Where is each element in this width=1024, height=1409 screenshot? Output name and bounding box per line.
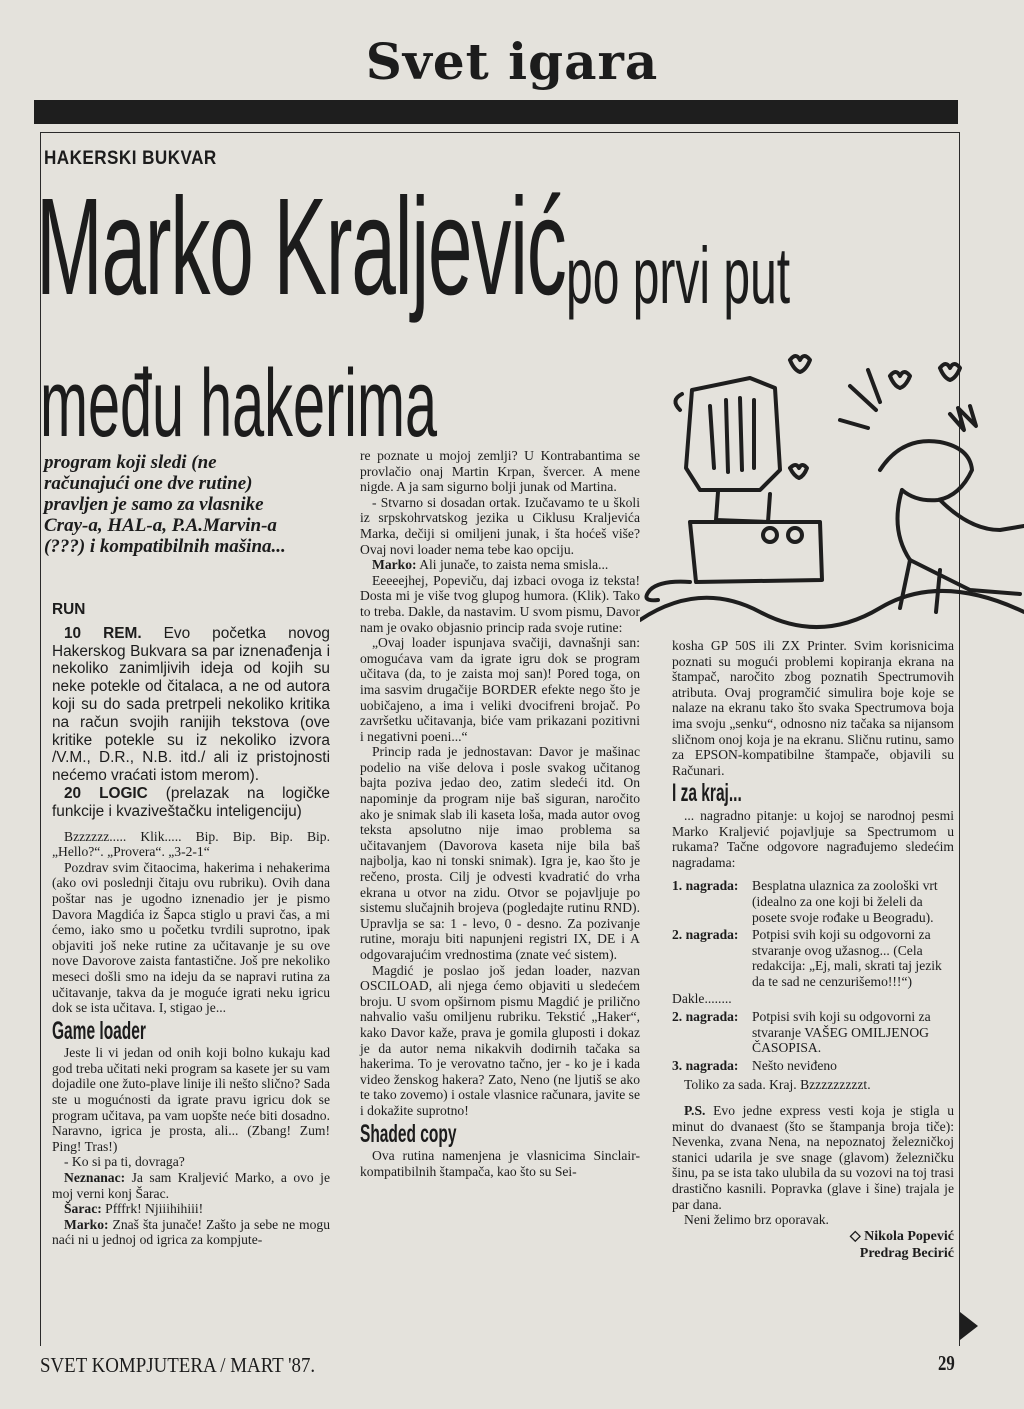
author-signature-1: ◇ Nikola Popević: [849, 1228, 954, 1244]
dialogue-line: - Ko si pa ti, dovraga?: [64, 1154, 185, 1170]
footer-magazine: SVET KOMPJUTERA / MART '87.: [40, 1353, 316, 1377]
logic-paragraph: (prelazak na logičke funkcije i kvaziveštačku inteligenciju): [52, 784, 330, 820]
prize-label: 1. nagrada:: [672, 878, 739, 894]
column2-paragraph: - Stvarno si dosadan ortak. Izučavamo te u školi iz srpskohrvatskog jezika u Ciklusu Kraljevića Marka, dečiji si omiljeni junak, i šta hoćeš više? Ovaj novi loader nema tebe kao opciju.: [360, 494, 640, 557]
section-label: HAKERSKI BUKVAR: [44, 148, 217, 169]
prize-label: 3. nagrada:: [672, 1057, 739, 1073]
game-loader-paragraph: Jeste li vi jedan od onih koji bolno kukaju kad god treba učitati neki program sa kasete jer su vam dojadile one žuto-plave linije ili nešto slično? Sada ste u mogućnosti da igrate pravu igricu dok se program učitava, pa vam uopšte neće biti dosadno. Naravno, igrica je prosta, ali... (Zbang! Zum! Ping! Tras!): [52, 1045, 330, 1154]
intro-paragraph: Evo početka novog Hakerskog Bukvara sa par iznenađenja i nekoliko zanimljivih ideja od kojih su neke potekle od čitalaca, a ne od autora koji su do sada pretrpeli nekoliko kritika na račun svojih ranijih tekstova (ove kritike potekle su iz nekoliko izvora /V.M., D.R., N.B. itd./ ali iz pristojnosti nećemo vraćati istom merom).: [52, 624, 330, 785]
dialogue-line: Pfffrk! Njiiihihiii!: [105, 1201, 204, 1217]
headline-line2: među hakerima: [40, 350, 437, 457]
ps-paragraph: Evo jedne express vesti koja je stigla u minut do dvanaest (što se štampanja broja tiče): Nevenka, zvana Nena, na nepoznatoj železničkoj stanici udarila je sve snage (glavom) železničku šinu, pa se ista tako ulubila da su vozovi na toj trasi drastično kasnili. Popravka (glave i šine) trajala je par dana.: [672, 1103, 954, 1212]
prize-label: 2. nagrada:: [672, 1009, 739, 1025]
dialogue-line: Ja sam Kraljević Marko, a ovo je moj verni konj Šarac.: [52, 1170, 330, 1201]
speaker-label: Šarac:: [64, 1201, 102, 1217]
column2-paragraph: Ova rutina namenjena je vlasnicima Sinclair-kompatibilnih štampača, kao što su Sei-: [360, 1148, 640, 1179]
heading-shaded-copy: Shaded copy: [360, 1119, 457, 1148]
quote-paragraph: „Ovaj loader ispunjava svačiji, davnašnji san: omogućava vam da igrate igru dok se program učitava (da, to je zaista moj san)! Pored toga, on ima sasvim drugačije BORDER efekte nego što je uobičajeno, a ima i veliki dvocifreni brojač. Po završetku učitavanja, biće vam prikazani pozitivni i negativni poeni...“: [360, 635, 640, 744]
rem-label: 10 REM.: [64, 624, 142, 642]
speaker-label: Marko:: [372, 557, 417, 573]
dialogue-line: Znaš šta junače! Zašto ja sebe ne mogu naći ni u jednoj od igrica za kompjute-: [52, 1216, 330, 1248]
continue-arrow-icon: [960, 1312, 978, 1340]
column3-paragraph: Neni želimo brz oporavak.: [684, 1212, 829, 1228]
dialogue-line: Ali junače, to zaista nema smisla...: [419, 557, 609, 573]
headline-line1-small: po prvi put: [566, 231, 791, 320]
run-label: RUN: [52, 601, 86, 618]
column2-paragraph: re poznate u mojoj zemlji? U Kontrabantima se provlačio onaj Martin Krpan, švercer. A mene nigde. A ja sam sigurno bolji junak od Martina.: [360, 448, 640, 495]
column2-paragraph: Eeeeejhej, Popeviču, daj izbaci ovoga iz teksta! Dosta mi je više tvog glupog humora. (Klik). Tako to treba. Dakle, da nastavim. U svom pismu, Davor nam je ovako objasnio princip rada svoje rutine:: [360, 572, 640, 635]
prize-text: Potpisi svih koji su odgovorni za stvaranje VAŠEG OMILJENOG ČASOPISA.: [752, 1009, 931, 1056]
prize-label: 2. nagrada:: [672, 927, 739, 943]
prize-text: Potpisi svih koji su odgovorni za stvaranje ovog užasnog... (Cela redakcija: „Ej, mali, skrati taj jezik da te sad ne cenzurišemo!!!“): [752, 927, 942, 989]
speaker-label: Neznanac:: [64, 1170, 126, 1186]
speaker-label: Marko:: [64, 1216, 109, 1232]
column-1: [52, 601, 330, 1248]
title-bar: [34, 100, 958, 124]
headline-line1: Marko Kraljević: [36, 170, 566, 324]
lead-paragraph: program koji sledi (ne računajući one dve rutine) pravljen je samo za vlasnike Cray-a, HAL-a, P.A.Marvin-a (???) i kompatibilnih mašina...: [44, 452, 286, 557]
author-signature-2: Predrag Becirić: [859, 1245, 954, 1261]
column-2: [360, 448, 640, 1179]
ps-label: P.S.: [684, 1103, 706, 1119]
prize-text: Besplatna ulaznica za zoološki vrt (idealno za one koji bi želeli da posete svoje rođake u Beogradu).: [752, 878, 938, 925]
logic-label: 20 LOGIC: [64, 784, 148, 802]
column3-paragraph: kosha GP 50S ili ZX Printer. Svim korisnicima poznati su mogući problemi kopiranja ekrana na štampač, naročito zbog poznatih Spectrumovih atributa. Ovaj programčić simulira boje koje se nalaze na ekranu tako što svaka Spectrumova boja ima svoju „senku“, odnosno niz tačaka sa nijansom sličnom onoj koja je na ekranu. Sličnu rutinu, samo za EPSON-kompatibilne štampače, objavili su Računari.: [672, 638, 954, 778]
page-number: 29: [938, 1351, 955, 1375]
greeting-paragraph: Pozdrav svim čitaocima, hakerima i nehakerima (ako ovi poslednji čitaju ovu rubriku). Ovih dana poštar nas je ugodno iznenadio jer je pismo Davora Magdića iz Šapca stiglo u pravi čas, a mi ćemo, iako smo u početku tvrdili suprotno, ipak objaviti još neke rutine za učitavanje je su ove nove Davorove zaista fantastične. Još pre nekoliko meseci došli smo na ideju da se napravi rutina za učitavanje, takva da je moguće igrati neku igricu dok se ista učitava. I, stigao je...: [52, 859, 330, 1016]
heading-i-za-kraj: I za kraj...: [672, 779, 742, 808]
prize-text: Nešto neviđeno: [752, 1057, 837, 1073]
cartoon-illustration: [640, 350, 1024, 650]
column2-paragraph: Princip rada je jednostavan: Davor je mašinac podelio na više delova i posle svakog učitanog bajta poziva jedao deo, zatim sledeći itd. On napominje da program nije baš siguran, naročito ako je snimak slab ili kaseta loša, mada autor ovog teksta apsolutno nije imao problema sa učitavanjem (Davorova kaseta nije bila baš najbolja, kao ni tonski snimak). Igra je, kao što je rečeno, prosta. Cilj je odvesti kvadratić do vrha ekrana u otvor na zidu. Otvor se pojavljuje po sistemu slučajnih brojeva (pogledajte rutinu RND). Upravlja se sa: 1 - levo, 0 - desno. Za pozivanje rutine, moraju biti napunjeni registri IX, DE i A odgovarajućim vrednostima (znate već sistem).: [360, 744, 640, 962]
heading-game-loader: Game loader: [52, 1016, 146, 1045]
page-title: Svet igara: [365, 32, 659, 91]
sound-paragraph: Bzzzzzz..... Klik..... Bip. Bip. Bip. Bip. „Hello?“. „Provera“. „3-2-1“: [52, 828, 330, 860]
column2-paragraph: Magdić je poslao još jedan loader, nazvan OSCILOAD, ali njega ćemo objaviti u sledećem broju. U svom opširnom pismu Magdić je prilično nahvalio vašu omiljenu rubriku. Tekstić „Haker“, kako Davor kaže, prava je gomila gluposti i dokaz je da autor nema nikakvih dodirnih tačaka sa hakerima. To je verovatno tačno, jer - ko je i kada video ženskog hakera? Zato, Neno (ne ljutiš se ako te tako zovemo) i ostale vlasnice računara, javite se i dokažite suprotno!: [360, 962, 640, 1118]
column3-paragraph: Toliko za sada. Kraj. Bzzzzzzzzzt.: [684, 1077, 871, 1093]
dakle-text: Dakle........: [672, 991, 732, 1007]
column-3: [672, 638, 954, 1262]
column3-paragraph: ... nagradno pitanje: u kojoj se narodnoj pesmi Marko Kraljević pojavljuje sa Spectrumom u rukama? Tačne odgovore nagrađujemo sledećim nagradama:: [672, 807, 954, 870]
